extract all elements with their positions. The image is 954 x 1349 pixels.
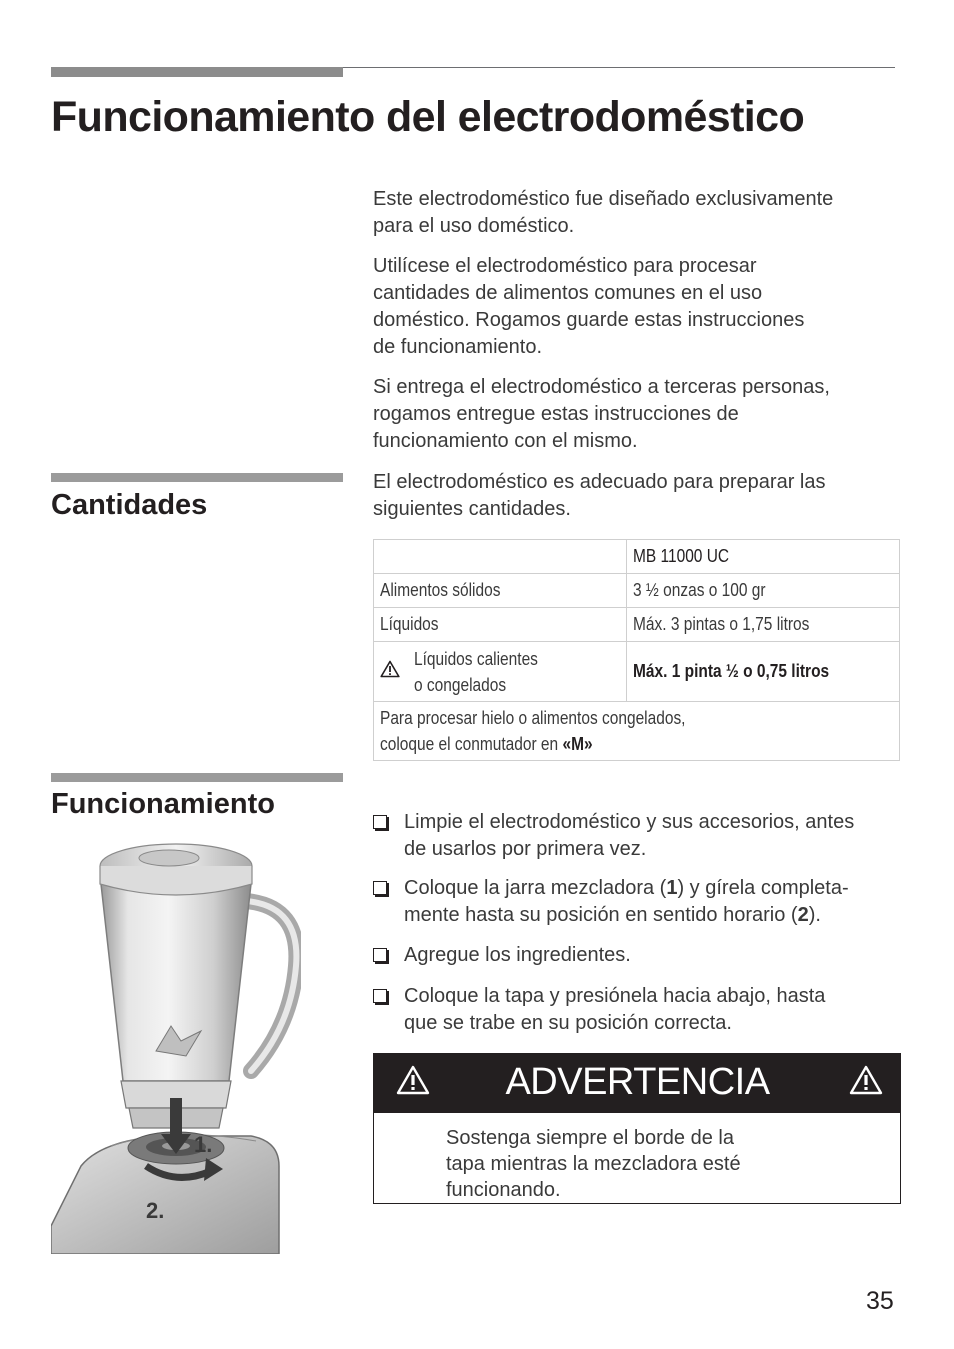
table-row [374,608,900,642]
step-4-line2: que se trabe en su posición correcta. [404,1012,732,1034]
solid-food-value: 3 ½ onzas o 100 gr [633,580,766,600]
table-row-label [374,608,627,642]
quantities-table [373,539,900,761]
note-line1: Para procesar hielo o alimentos congelados, [380,708,686,728]
intro-p2-line4: de funcionamiento. [373,336,543,358]
checkbox-icon [373,815,387,829]
intro-p1-line2: para el uso doméstico. [373,215,575,237]
step-2-ref-1: 1 [666,877,678,899]
step-2-line1-a: Coloque la jarra mezcladora ( [404,877,667,899]
cantidades-heading: Cantidades [51,489,208,521]
intro-p2-line1: Utilícese el electrodoméstico para procesar [373,255,757,277]
figure-label-step-2: 2. [146,1198,165,1223]
page-title: Funcionamiento del electrodoméstico [51,93,805,141]
table-row-warning [374,642,900,702]
step-1-line2: de usarlos por primera vez. [404,838,647,860]
funcionamiento-heading: Funcionamiento [51,788,275,820]
hot-liquids-label-line1: Líquidos calientes [414,648,538,669]
step-2-ref-2: 2 [797,904,809,926]
step-item [373,875,903,929]
checkbox-icon [373,881,387,895]
funcionamiento-rule [51,773,343,782]
intro-p2-line2: cantidades de alimentos comunes en el uso [373,282,763,304]
warning-text-line1: Sostenga siempre el borde de la [446,1127,734,1149]
warning-triangle-icon [849,1065,883,1100]
figure-label-step-1: 1. [194,1132,213,1157]
step-4-line1: Coloque la tapa y presiónela hacia abajo, hasta [404,985,826,1007]
step-2-line2 [404,902,849,929]
table-header-model [627,540,900,574]
note-line2: coloque el conmutador en [380,734,563,754]
table-row-label [374,642,627,702]
step-item [373,809,903,863]
step-2-line1 [404,875,849,902]
warning-text [446,1125,741,1203]
cantidades-intro-line1: El electrodoméstico es adecuado para preparar las [373,471,826,493]
warning-triangle-icon [380,660,402,683]
solid-food-label: Alimentos sólidos [380,580,501,600]
table-header-row [374,540,900,574]
hot-liquids-value: Máx. 1 pinta ½ o 0,75 litros [633,661,830,681]
step-item [373,983,903,1037]
step-item [373,942,903,969]
intro-p1-line1: Este electrodoméstico fue diseñado exclusivamente [373,188,834,210]
checkbox-icon [373,948,387,962]
intro-p3-line2: rogamos entregue estas instrucciones de [373,403,739,425]
hot-liquids-label-line2: o congelados [414,674,507,695]
step-2-line2-b: ). [808,904,821,926]
warning-header [374,1054,901,1113]
intro-p2-line3: doméstico. Rogamos guarde estas instrucciones [373,309,805,331]
warning-box [373,1053,901,1204]
step-1-line1: Limpie el electrodoméstico y sus accesorios, antes [404,811,855,833]
table-row-value [627,608,900,642]
model-label: MB 11000 UC [633,546,730,566]
step-2-line1-b: ) y gírela completa- [677,877,849,899]
step-2-line2-a: mente hasta su posición en sentido horario ( [404,904,798,926]
warning-title: ADVERTENCIA [505,1061,770,1103]
table-note [374,702,900,761]
intro-paragraph-3 [373,374,830,455]
liquids-label: Líquidos [380,614,439,634]
switch-setting-label: «M» [562,734,593,754]
top-rule [343,67,895,68]
intro-paragraph-1 [373,186,833,240]
table-row [374,574,900,608]
cantidades-intro [373,469,825,523]
cantidades-intro-line2: siguientes cantidades. [373,498,571,520]
warning-text-line3: funcionando. [446,1179,561,1201]
table-row-value [627,642,900,702]
liquids-value: Máx. 3 pintas o 1,75 litros [633,614,810,634]
table-header-empty [374,540,627,574]
table-row-label [374,574,627,608]
intro-p3-line1: Si entrega el electrodoméstico a terceras personas, [373,376,830,398]
table-row-value [627,574,900,608]
intro-paragraph-2 [373,253,804,361]
cantidades-rule [51,473,343,482]
warning-text-line2: tapa mientras la mezcladora esté [446,1153,741,1175]
blender-illustration [51,836,301,1254]
table-note-row [374,702,900,761]
checkbox-icon [373,989,387,1003]
intro-p3-line3: funcionamiento con el mismo. [373,430,638,452]
page-number: 35 [866,1287,894,1315]
step-3-line1: Agregue los ingredientes. [404,944,631,966]
top-rule-accent [51,67,343,77]
